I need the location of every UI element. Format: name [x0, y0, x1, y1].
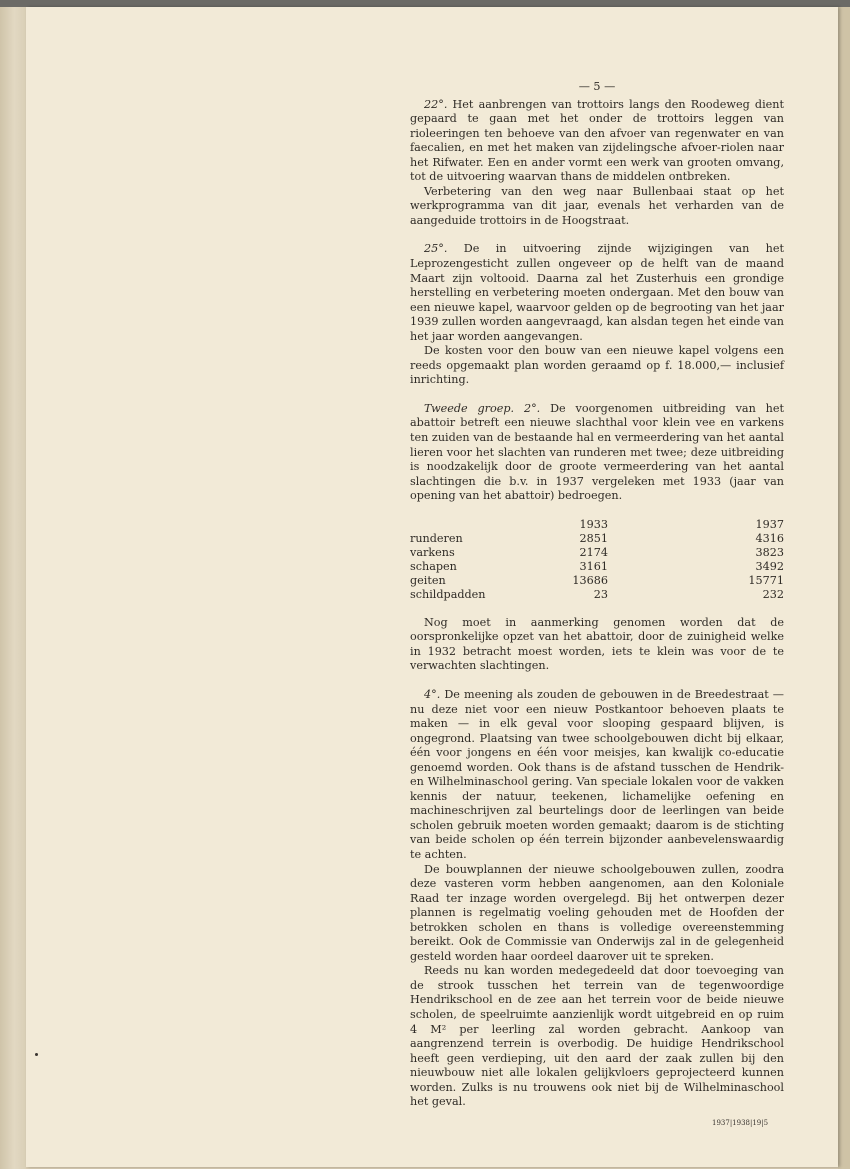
item-number-25: 25°.: [424, 242, 448, 256]
archive-reference: 1937|1938|19|5: [712, 1119, 769, 1127]
paragraph-bullenbaai: Verbetering van den weg naar Bullenbaai staat op het werkprogramma van dit jaar, evenals het verharden van de aangeduide trottoirs in de Hoogstraat.: [410, 184, 784, 227]
table-header-cell: [410, 518, 530, 532]
paragraph-4: [410, 688, 784, 863]
table-header-cell: 1937: [755, 517, 784, 531]
paragraph-tweede-groep-text: De voorgenomen uitbreiding van het abattoir betreft een nieuwe slachthal voor klein vee en varkens ten zuiden van de bestaande hal en vermeerdering van het aantal lieren voor het slachten van runderen met twee; deze uitbreiding is noodzakelijk door de groote vermeerdering van het aantal slachtingen die b.v. in 1937 vergeleken met 1933 (jaar van opening van het abattoir) bedroegen.: [410, 401, 784, 503]
table-cell-label: geiten: [410, 573, 446, 587]
table-cell-value: 23: [593, 587, 608, 601]
scanner-top-border: [0, 0, 850, 7]
table-row: [410, 574, 784, 588]
table-cell-label: varkens: [410, 545, 455, 559]
table-header-cell: 1933: [579, 517, 608, 531]
paragraph-speelruimte: Reeds nu kan worden medegedeeld dat door toevoeging van de strook tusschen het terrein van de tegenwoordige Hendrikschool en de zee aan het terrein voor de beide nieuwe scholen, de speelruimte aanzienlijk wordt uitgebreid en op ruim 4 M² per leerling zal worden gebracht. Aankoop van aangrenzend terrein is overbodig. De huidige Hendrikschool heeft geen verdieping, uit den aard der zaak zullen bij den nieuwbouw niet alle lokalen gelijkvloers geprojecteerd kunnen worden. Zulks is nu trouwens ook niet bij de Wilhelminaschool het geval.: [410, 964, 784, 1109]
table-cell-value: 3161: [579, 559, 608, 573]
slaughter-stats-table: [410, 518, 784, 602]
item-number-22: 22°.: [424, 97, 448, 111]
table-row: [410, 588, 784, 602]
margin-dot: [35, 1053, 38, 1056]
paragraph-4-text: De meening als zouden de gebouwen in de Breedestraat — nu deze niet voor een nieuw Postkantoor behoeven plaats te maken — in elk geval voor slooping gespaard blijven, is ongegrond. Plaatsing van twee schoolgebouwen dicht bij elkaar, één voor jongens en één voor meisjes, kan kwalijk co-educatie genoemd worden. Ook thans is de afstand tusschen de Hendrik- en Wilhelminaschool gering. Van speciale lokalen voor de vakken kennis der natuur, teekenen, lichamelijke oefening en machineschrijven zal beurtelings door de leerlingen van beide scholen gebruik moeten worden gemaakt; daarom is de stichting van beide scholen op één terrein bijzonder aanbevelenswaardig te achten.: [410, 687, 784, 861]
paragraph-22: [410, 98, 784, 185]
table-cell-value: 2174: [579, 545, 608, 559]
paragraph-tweede-groep: [410, 402, 784, 504]
paragraph-oorspronkelijke-opzet: Nog moet in aanmerking genomen worden dat de oorspronkelijke opzet van het abattoir, door de zuinigheid welke in 1932 betracht moest worden, iets te klein was voor de te verwachten slachtingen.: [410, 615, 784, 673]
table-row: [410, 532, 784, 546]
item-number-4: 4°.: [424, 687, 441, 701]
table-cell-label: runderen: [410, 531, 463, 545]
paragraph-25-text: De in uitvoering zijnde wijzigingen van het Leprozengesticht zullen ongeveer op de helft van de maand Maart zijn voltooid. Daarna zal het Zusterhuis een grondige herstelling en verbetering moeten ondergaan. Met den bouw van een nieuwe kapel, waarvoor gelden op de begrooting van het jaar 1939 zullen worden aangevraagd, kan alsdan tegen het einde van het jaar worden aangevangen.: [410, 242, 784, 343]
page-number: — 5 —: [578, 80, 616, 93]
table-cell-value: 4316: [755, 531, 784, 545]
paragraph-bouwplannen: De bouwplannen der nieuwe schoolgebouwen zullen, zoodra deze vasteren vorm hebben aangenomen, aan den Koloniale Raad ter inzage worden overgelegd. Bij het ontwerpen dezer plannen is regelmatig voeling gehouden met de Hoofden der betrokken scholen en thans is volledige overeenstemming bereikt. Ook de Commissie van Onderwijs zal in de gelegenheid gesteld worden haar oordeel daarover uit te spreken.: [410, 862, 784, 963]
table-cell-label: schapen: [410, 559, 457, 573]
table-cell-value: 13686: [572, 573, 608, 587]
table-cell-value: 232: [762, 587, 784, 601]
text-column: [410, 80, 784, 1110]
tweede-groep-heading: Tweede groep. 2°.: [424, 401, 541, 415]
table-cell-label: schildpadden: [410, 587, 486, 601]
table-cell-value: 15771: [748, 573, 784, 587]
paragraph-22-text: Het aanbrengen van trottoirs langs den Roodeweg dient gepaard te gaan met het onder de trottoirs leggen van rioleeringen ten behoeve van den afvoer van regenwater en van faecalien, en met het maken van zijdelingsche afvoer-riolen naar het Rifwater. Een en ander vormt een werk van grooten omvang, tot de uitvoering waarvan thans de middelen ontbreken.: [410, 97, 784, 184]
table-cell-value: 3823: [755, 545, 784, 559]
paragraph-kapel-kosten: De kosten voor den bouw van een nieuwe kapel volgens een reeds opgemaakt plan worden geraamd op f. 18.000,— inclusief inrichting.: [410, 344, 784, 387]
page-right-edge: [838, 7, 850, 1169]
table-row: [410, 546, 784, 560]
table-cell-value: 2851: [579, 531, 608, 545]
table-row: [410, 560, 784, 574]
page-left-edge: [0, 7, 26, 1169]
paragraph-25: [410, 242, 784, 344]
table-header-row: [410, 518, 784, 532]
table-cell-value: 3492: [755, 559, 784, 573]
